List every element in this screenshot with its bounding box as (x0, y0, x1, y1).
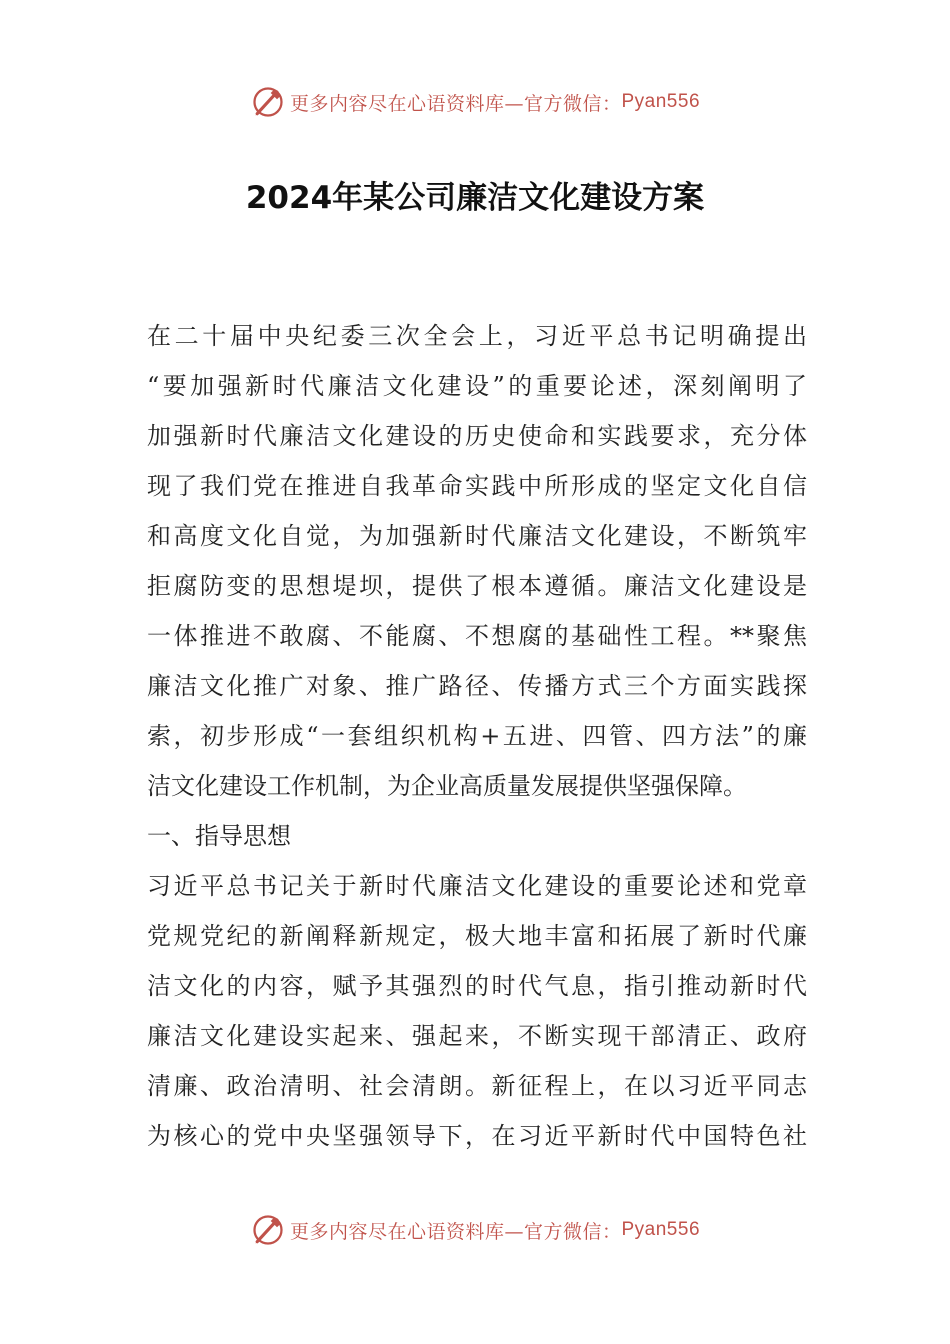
pen-logo-icon (250, 1212, 286, 1248)
text-line: 洁文化的内容，赋予其强烈的时代气息，指引推动新时代 (147, 972, 807, 1000)
text-line: 廉洁文化推广对象、推广路径、传播方式三个方面实践探 (147, 672, 807, 700)
document-body (147, 318, 807, 1168)
text-line: 为核心的党中央坚强领导下，在习近平新时代中国特色社 (147, 1122, 807, 1150)
text-line: 清廉、政治清明、社会清朗。新征程上，在以习近平同志 (147, 1072, 807, 1100)
text-line: 在二十届中央纪委三次全会上，习近平总书记明确提出 (147, 322, 807, 350)
watermark-wechat: Pyan556 (621, 1219, 701, 1240)
watermark-text: 更多内容尽在心语资料库—官方微信： (289, 1220, 622, 1243)
watermark-text: 更多内容尽在心语资料库—官方微信： (289, 92, 622, 115)
text-line: 一、指导思想 (147, 822, 291, 850)
text-line: 廉洁文化建设实起来、强起来，不断实现干部清正、政府 (147, 1022, 807, 1050)
footer-watermark (0, 1210, 950, 1250)
text-line: 现了我们党在推进自我革命实践中所形成的坚定文化自信 (147, 472, 807, 500)
text-line: 洁文化建设工作机制，为企业高质量发展提供坚强保障。 (147, 772, 747, 800)
watermark-wechat: Pyan556 (621, 91, 701, 112)
header-watermark (0, 82, 950, 122)
text-line: 和高度文化自觉，为加强新时代廉洁文化建设，不断筑牢 (147, 522, 807, 550)
text-line: 拒腐防变的思想堤坝，提供了根本遵循。廉洁文化建设是 (147, 572, 807, 600)
text-line: 一体推进不敢腐、不能腐、不想腐的基础性工程。**聚焦 (147, 622, 807, 650)
text-line: “要加强新时代廉洁文化建设”的重要论述，深刻阐明了 (147, 372, 807, 400)
text-line: 习近平总书记关于新时代廉洁文化建设的重要论述和党章 (147, 872, 807, 900)
document-title: 2024年某公司廉洁文化建设方案 (245, 180, 705, 216)
pen-logo-icon (250, 84, 286, 120)
text-line: 加强新时代廉洁文化建设的历史使命和实践要求，充分体 (147, 422, 807, 450)
text-line: 党规党纪的新阐释新规定，极大地丰富和拓展了新时代廉 (147, 922, 807, 950)
text-line: 索，初步形成“一套组织机构+五进、四管、四方法”的廉 (147, 722, 807, 750)
